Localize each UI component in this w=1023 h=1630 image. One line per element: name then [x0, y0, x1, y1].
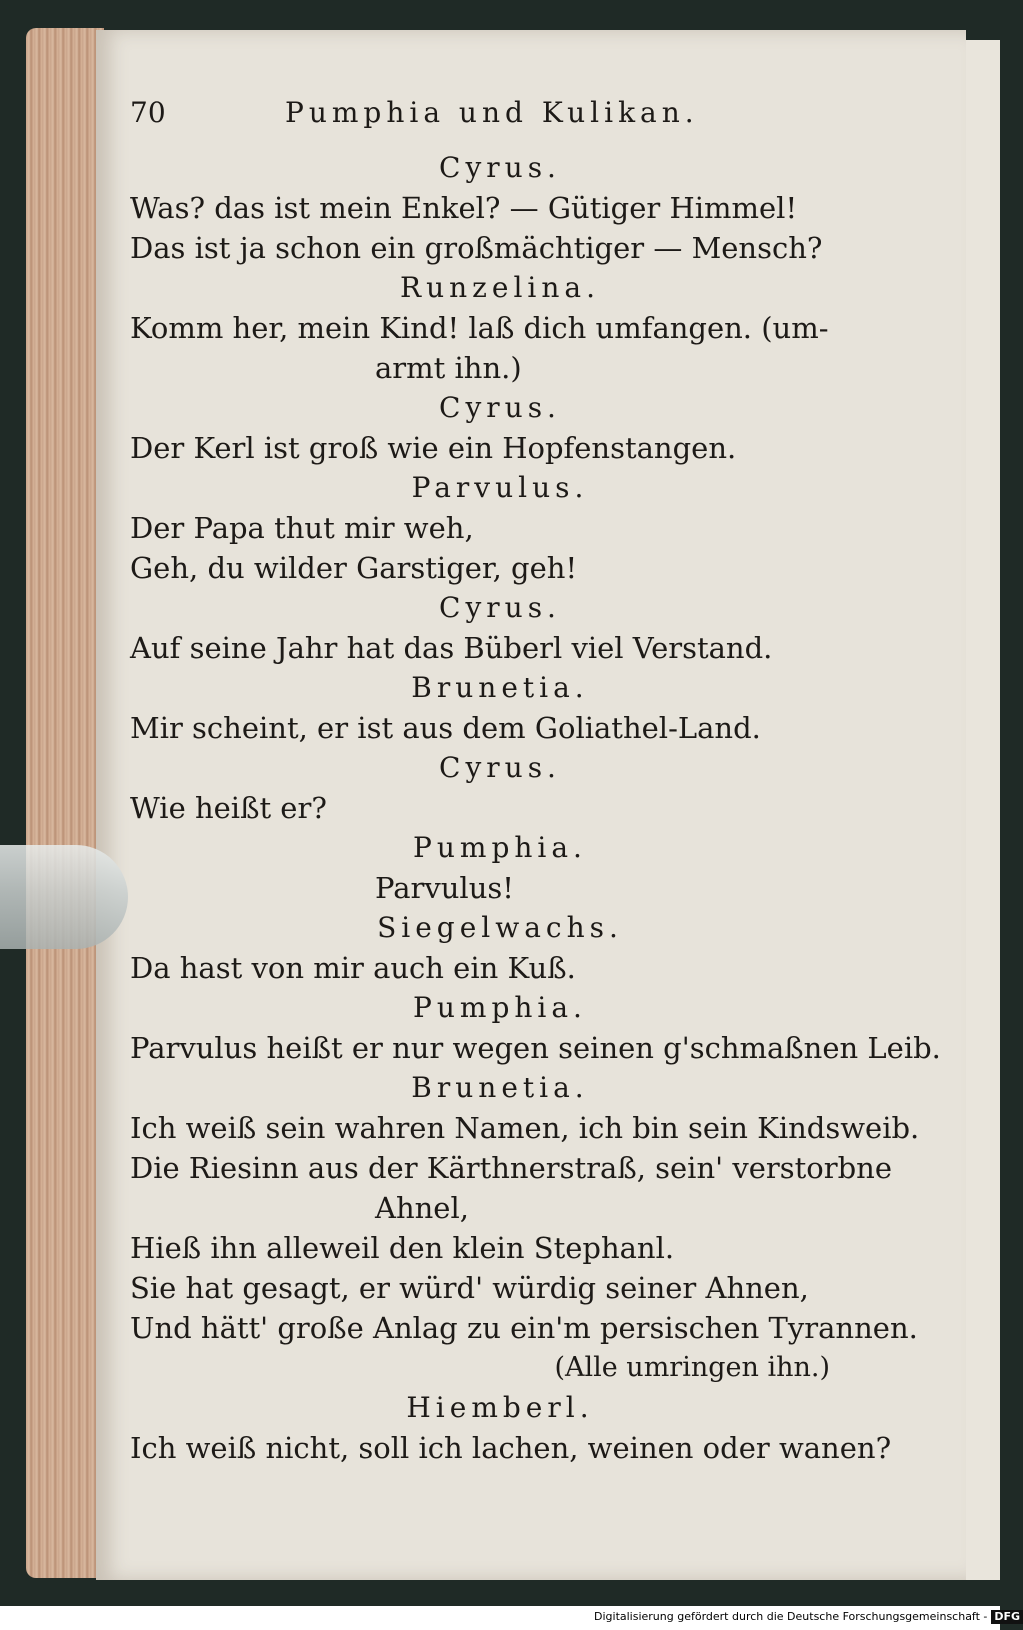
speaker-name: Brunetia. — [411, 671, 589, 704]
text-line: Parvulus heißt er nur wegen seinen g'schmaßnen Leib. — [130, 1031, 941, 1065]
text-line: Der Papa thut mir weh, — [130, 511, 474, 545]
facing-page-edge — [960, 40, 1000, 1580]
text-line: Das ist ja schon ein großmächtiger — Mensch? — [130, 231, 823, 265]
speaker-name: Hiemberl. — [406, 1391, 594, 1424]
text-line-continuation: Parvulus! — [375, 871, 514, 905]
text-line: Was? das ist mein Enkel? — Gütiger Himmel! — [130, 191, 798, 225]
speaker-name: Siegelwachs. — [377, 911, 623, 944]
page-text — [130, 96, 941, 1468]
text-line: Da hast von mir auch ein Kuß. — [130, 951, 576, 985]
speaker-name: Brunetia. — [411, 1071, 589, 1104]
stage-direction: (Alle umringen ihn.) — [554, 1352, 830, 1383]
text-line: Ich weiß sein wahren Namen, ich bin sein Kindsweib. — [130, 1111, 920, 1145]
speaker-name: Pumphia. — [413, 831, 587, 864]
text-line: Ich weiß nicht, soll ich lachen, weinen oder wanen? — [130, 1431, 892, 1465]
page-number: 70 — [130, 96, 166, 129]
text-line: Die Riesinn aus der Kärthnerstraß, sein' verstorbne — [130, 1151, 892, 1185]
text-line: Der Kerl ist groß wie ein Hopfenstangen. — [130, 431, 737, 465]
text-line: Wie heißt er? — [130, 791, 327, 825]
page-clip — [0, 845, 128, 949]
dfg-logo: DFG — [991, 1610, 1023, 1624]
digitization-footer — [594, 1610, 1023, 1624]
text-line: Komm her, mein Kind! laß dich umfangen. (um- — [130, 311, 829, 345]
text-line: Auf seine Jahr hat das Büberl viel Verstand. — [130, 631, 773, 665]
speaker-name: Cyrus. — [439, 591, 561, 624]
page-header — [130, 96, 870, 148]
text-line: Und hätt' große Anlag zu ein'm persischen Tyrannen. — [130, 1311, 918, 1345]
speaker-name: Runzelina. — [399, 271, 600, 304]
text-lines — [130, 148, 941, 1468]
text-line-continuation: Ahnel, — [375, 1191, 469, 1225]
text-line: Geh, du wilder Garstiger, geh! — [130, 551, 578, 585]
speaker-name: Pumphia. — [413, 991, 587, 1024]
footer-text: Digitalisierung gefördert durch die Deutsche Forschungsgemeinschaft - — [594, 1610, 988, 1623]
speaker-name: Cyrus. — [439, 391, 561, 424]
speaker-name: Cyrus. — [439, 151, 561, 184]
running-head: Pumphia und Kulikan. — [285, 96, 699, 129]
text-line: Mir scheint, er ist aus dem Goliathel-Land. — [130, 711, 761, 745]
text-line: Sie hat gesagt, er würd' würdig seiner Ahnen, — [130, 1271, 809, 1305]
text-line: Hieß ihn alleweil den klein Stephanl. — [130, 1231, 675, 1265]
page-stack-edge — [26, 28, 104, 1578]
speaker-name: Parvulus. — [411, 471, 589, 504]
text-line-continuation: armt ihn.) — [375, 351, 522, 385]
speaker-name: Cyrus. — [439, 751, 561, 784]
